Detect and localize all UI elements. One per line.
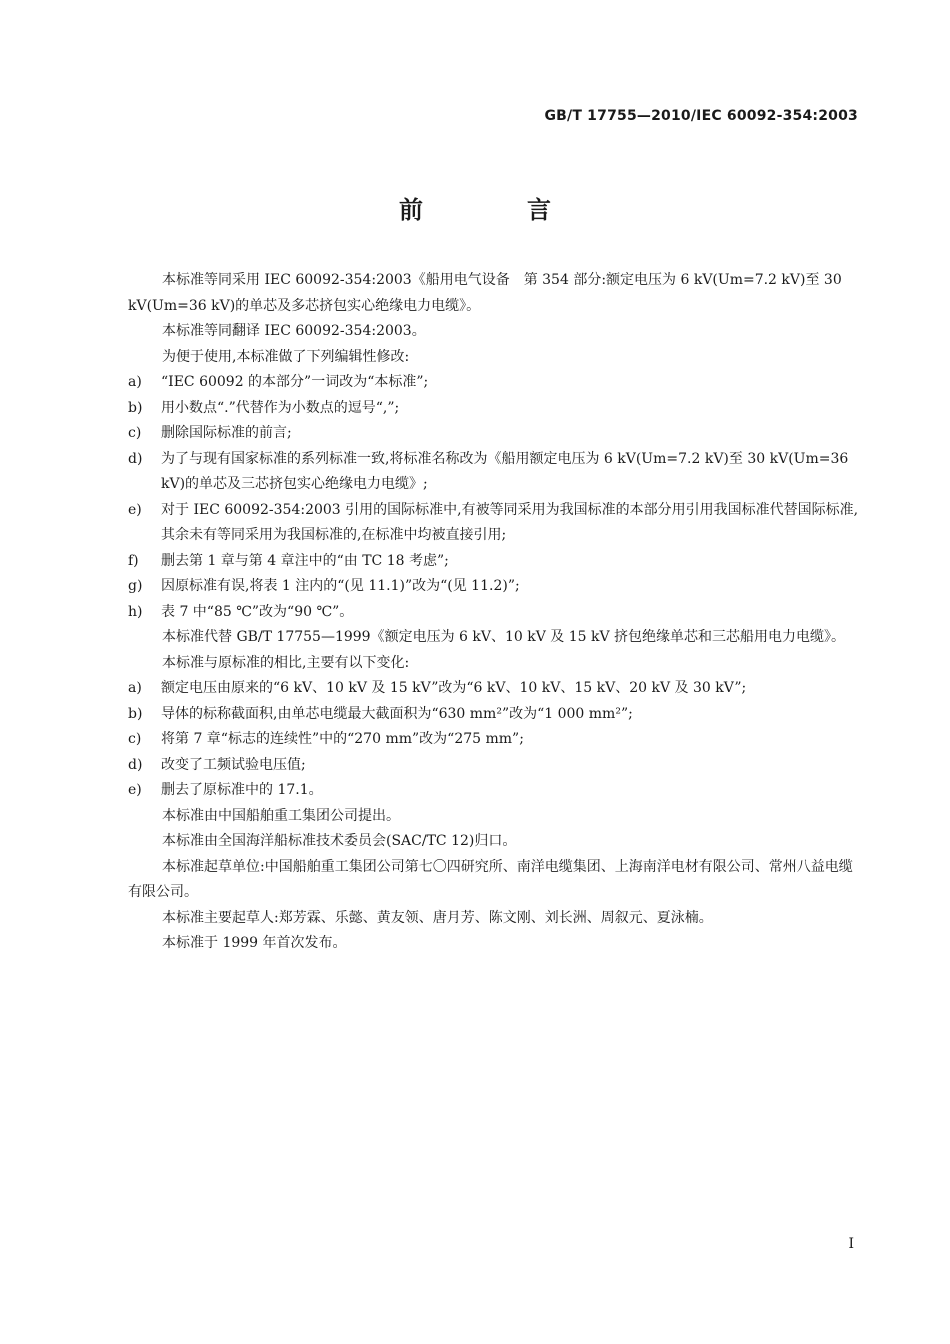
list-text: 因原标准有误,将表 1 注内的“(见 11.1)”改为“(见 11.2)”; [161, 578, 520, 594]
closing-paragraph-3: 本标准起草单位:中国船舶重工集团公司第七〇四研究所、南洋电缆集团、上海南洋电材有限公司、常州八益电缆有限公司。 [128, 858, 853, 900]
list-item [128, 549, 862, 575]
list-text: 将第 7 章“标志的连续性”中的“270 mm”改为“275 mm”; [161, 731, 524, 747]
replace-paragraph-2: 本标准与原标准的相比,主要有以下变化: [162, 654, 410, 671]
list-marker: g) [128, 578, 143, 594]
closing-paragraph-2: 本标准由全国海洋船标准技术委员会(SAC/TC 12)归口。 [162, 833, 517, 849]
list-text: 表 7 中“85 ℃”改为“90 ℃”。 [161, 603, 354, 620]
list-text: 删去了原标准中的 17.1。 [161, 782, 323, 798]
list-text: “IEC 60092 的本部分”一词改为“本标准”; [161, 374, 429, 390]
list-item [128, 498, 862, 549]
list-item [128, 676, 862, 702]
list-text: 对于 IEC 60092-354:2003 引用的国际标准中,有被等同采用为我国标准的本部分用引用我国标准代替国际标准,其余未有等同采用为我国标准的,在标准中均被直接引用; [161, 501, 859, 543]
edit-list [128, 370, 862, 625]
list-item [128, 574, 862, 600]
foreword-body [128, 268, 862, 957]
intro-paragraph-1: 本标准等同采用 IEC 60092-354:2003《船用电气设备 第 354 部分:额定电压为 6 kV(Um=7.2 kV)至 30 kV(Um=36 kV)的单芯及多芯挤包实心绝缘电力电缆》。 [128, 272, 842, 314]
list-item [128, 396, 862, 422]
list-item [128, 702, 862, 728]
list-item [128, 370, 862, 396]
list-text: 用小数点“.”代替作为小数点的逗号“,”; [161, 399, 400, 416]
list-item [128, 421, 862, 447]
closing-paragraph-5: 本标准于 1999 年首次发布。 [162, 935, 347, 951]
list-marker: c) [128, 731, 142, 747]
list-marker: a) [128, 680, 142, 696]
list-text: 额定电压由原来的“6 kV、10 kV 及 15 kV”改为“6 kV、10 kV、15 kV、20 kV 及 30 kV”; [161, 680, 747, 696]
page-number: I [848, 1236, 854, 1252]
list-marker: a) [128, 374, 142, 390]
closing-paragraph-4: 本标准主要起草人:郑芳霖、乐懿、黄友领、唐月芳、陈文刚、刘长洲、周叙元、夏泳楠。 [162, 909, 713, 926]
list-text: 为了与现有国家标准的系列标准一致,将标准名称改为《船用额定电压为 6 kV(Um=7.2 kV)至 30 kV(Um=36 kV)的单芯及三芯挤包实心绝缘电力电缆》; [161, 450, 849, 492]
standard-code: GB/T 17755—2010/IEC 60092-354:2003 [544, 108, 858, 124]
list-item [128, 727, 862, 753]
list-marker: e) [128, 782, 142, 798]
list-marker: b) [128, 399, 143, 416]
list-text: 导体的标称截面积,由单芯电缆最大截面积为“630 mm²”改为“1 000 mm²”; [161, 705, 633, 722]
list-marker: e) [128, 501, 142, 518]
list-item [128, 600, 862, 626]
change-list [128, 676, 862, 804]
list-marker: d) [128, 756, 143, 773]
replace-paragraph-1: 本标准代替 GB/T 17755—1999《额定电压为 6 kV、10 kV 及 15 kV 挤包绝缘单芯和三芯船用电力电缆》。 [162, 629, 846, 645]
list-marker: f) [128, 552, 139, 569]
closing-paragraph-1: 本标准由中国船舶重工集团公司提出。 [162, 807, 400, 824]
list-item [128, 753, 862, 779]
list-marker: b) [128, 705, 143, 722]
list-item [128, 778, 862, 804]
list-text: 改变了工频试验电压值; [161, 756, 306, 773]
list-marker: h) [128, 603, 143, 620]
list-item [128, 447, 862, 498]
list-marker: d) [128, 450, 143, 467]
intro-paragraph-3: 为便于使用,本标准做了下列编辑性修改: [162, 348, 410, 365]
list-text: 删去第 1 章与第 4 章注中的“由 TC 18 考虑”; [161, 552, 449, 569]
list-text: 删除国际标准的前言; [161, 425, 292, 441]
list-marker: c) [128, 425, 142, 441]
page-title: 前 言 [399, 196, 591, 224]
intro-paragraph-2: 本标准等同翻译 IEC 60092-354:2003。 [162, 323, 426, 339]
